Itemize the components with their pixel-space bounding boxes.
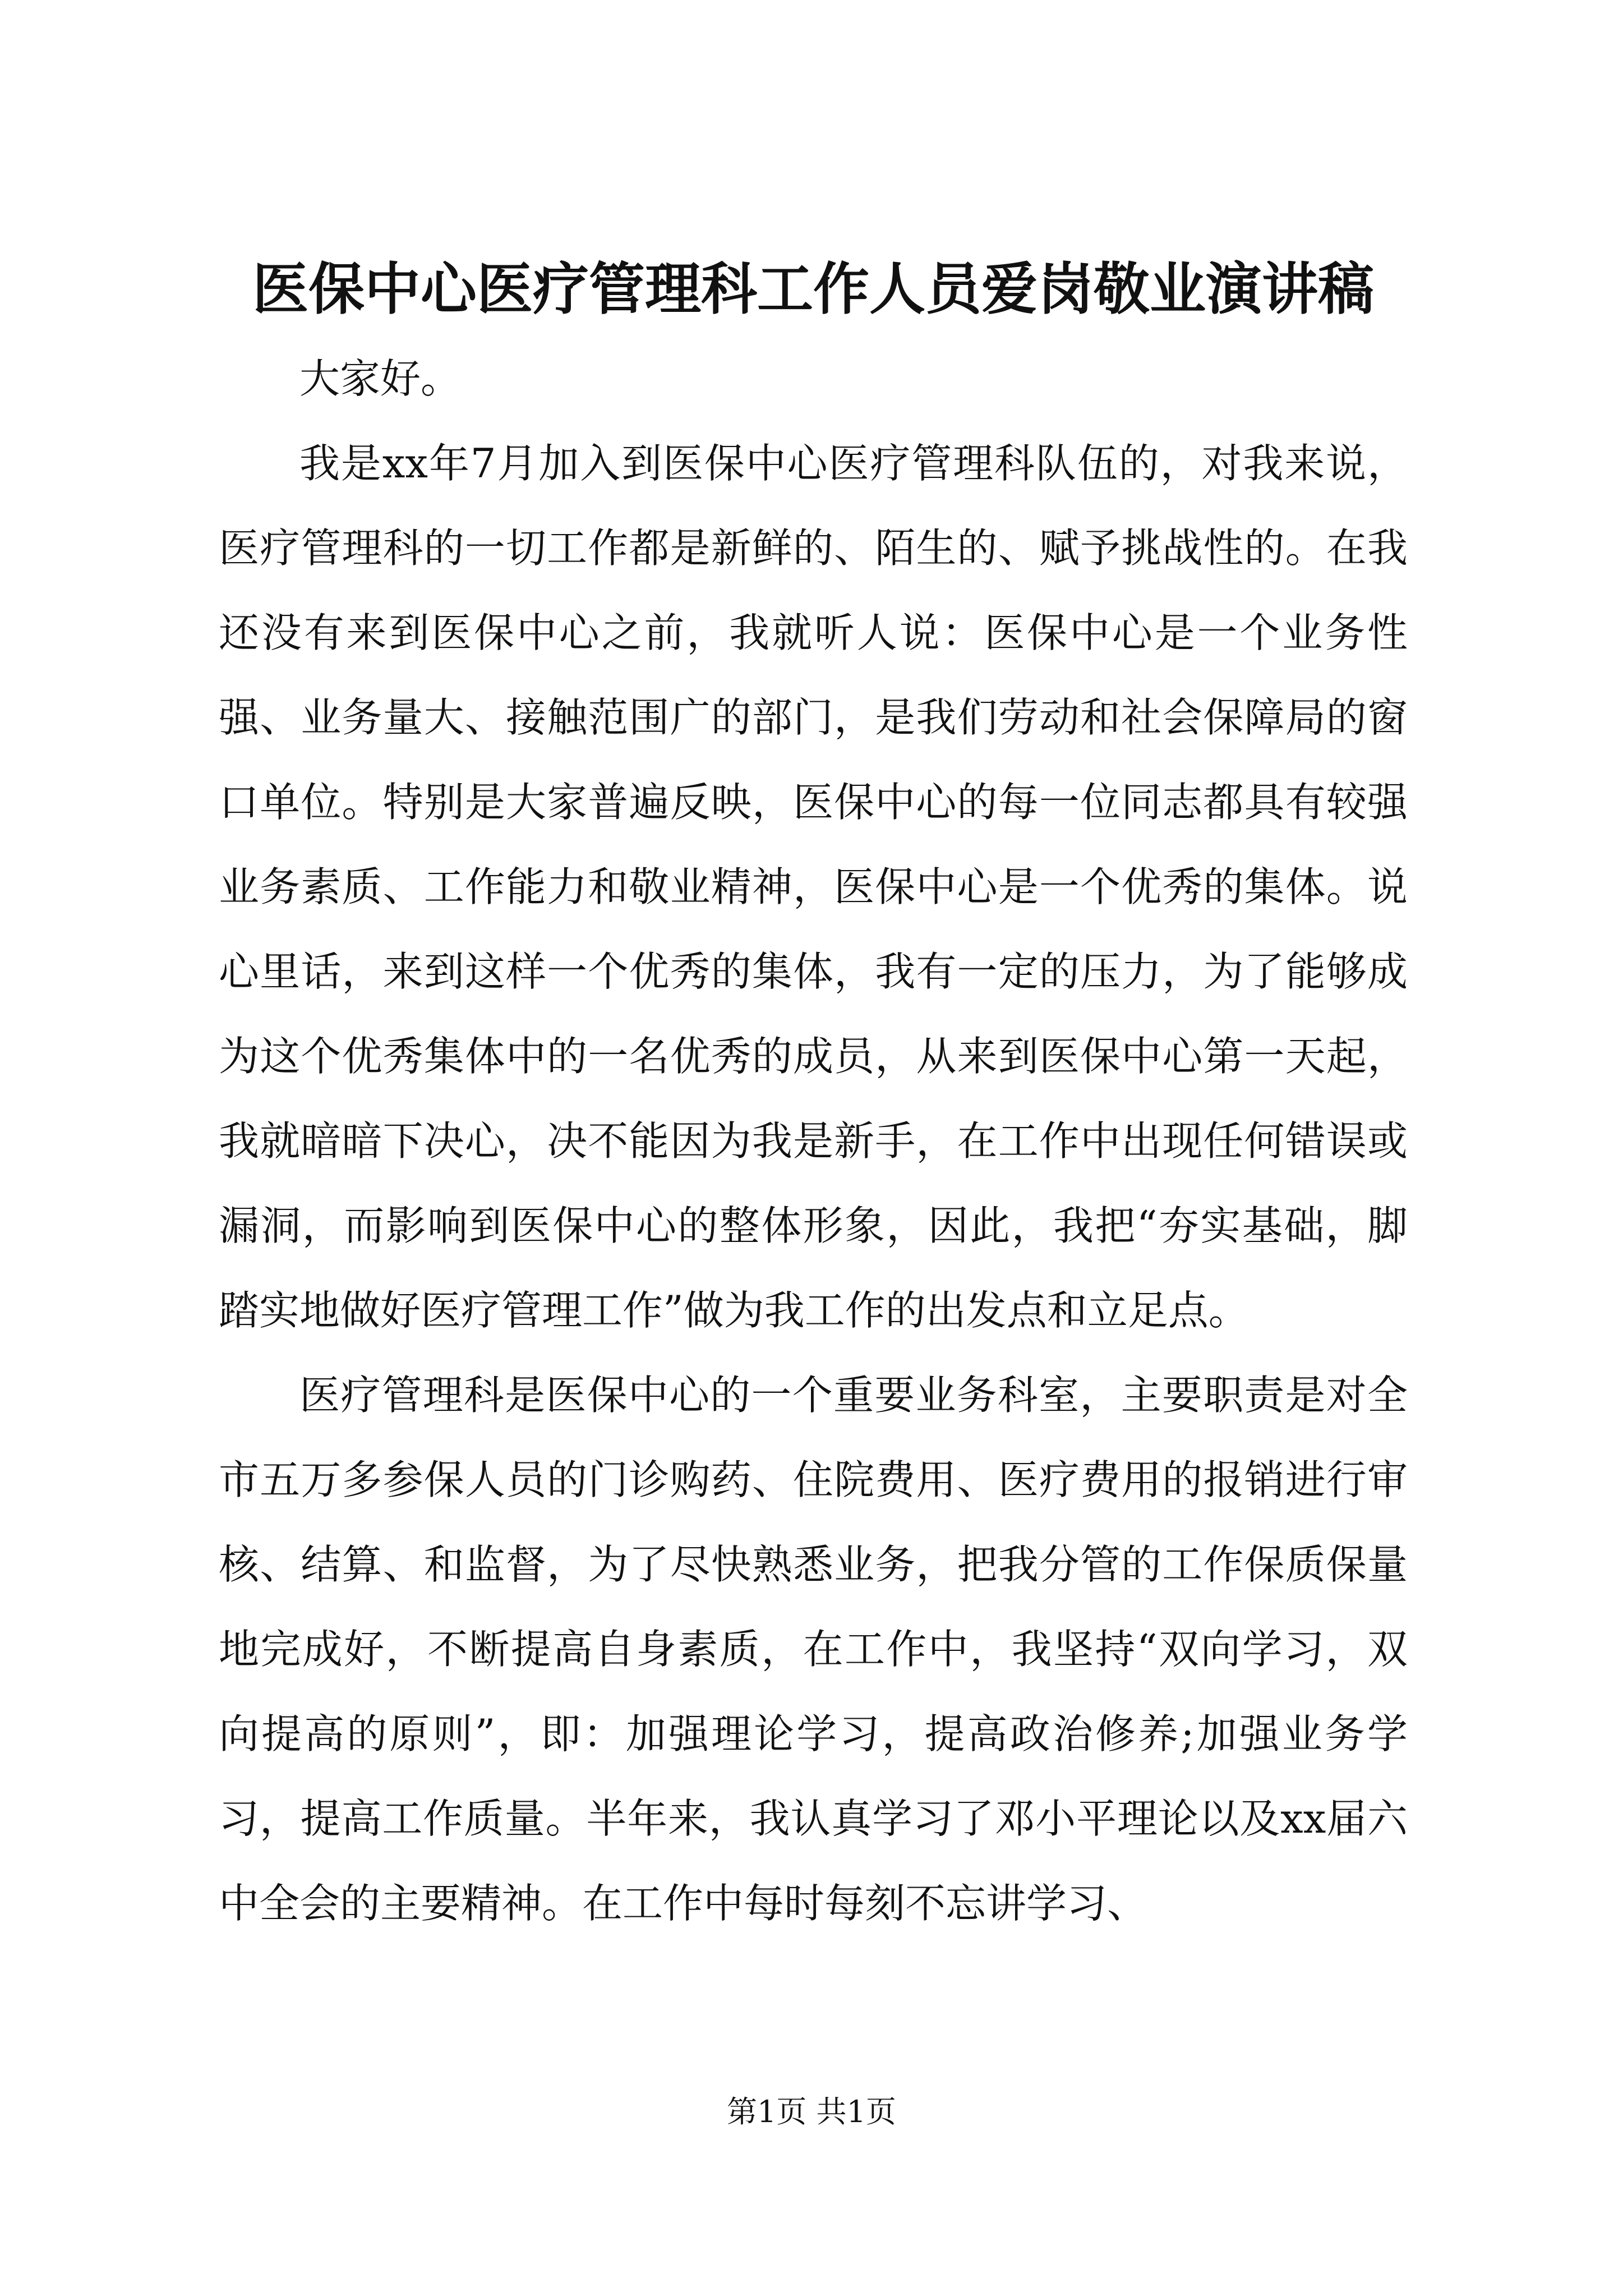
document-title: 医保中心医疗管理科工作人员爱岗敬业演讲稿	[252, 256, 1374, 322]
document-body	[219, 337, 1408, 1946]
paragraph-introduction: 我是xx年7月加入到医保中心医疗管理科队伍的，对我来说，医疗管理科的一切工作都是新鲜的、陌生的、赋予挑战性的。在我还没有来到医保中心之前，我就听人说：医保中心是一个业务性强、业务量大、接触范围广的部门，是我们劳动和社会保障局的窗口单位。特别是大家普遍反映，医保中心的每一位同志都具有较强业务素质、工作能力和敬业精神，医保中心是一个优秀的集体。说心里话，来到这样一个优秀的集体，我有一定的压力，为了能够成为这个优秀集体中的一名优秀的成员，从来到医保中心第一天起，我就暗暗下决心，决不能因为我是新手，在工作中出现任何错误或漏洞，而影响到医保中心的整体形象，因此，我把“夯实基础，脚踏实地做好医疗管理工作”做为我工作的出发点和立足点。	[219, 440, 1408, 1334]
paragraph-greeting: 大家好。	[299, 355, 462, 402]
paragraph-responsibilities: 医疗管理科是医保中心的一个重要业务科室，主要职责是对全市五万多参保人员的门诊购药、住院费用、医疗费用的报销进行审核、结算、和监督，为了尽快熟悉业务，把我分管的工作保质保量地完成好，不断提高自身素质，在工作中，我坚持“双向学习，双向提高的原则”，即：加强理论学习，提高政治修养;加强业务学习，提高工作质量。半年来，我认真学习了邓小平理论以及xx届六中全会的主要精神。在工作中每时每刻不忘讲学习、	[219, 1372, 1408, 1927]
page-number-footer: 第1页 共1页	[727, 2094, 896, 2129]
